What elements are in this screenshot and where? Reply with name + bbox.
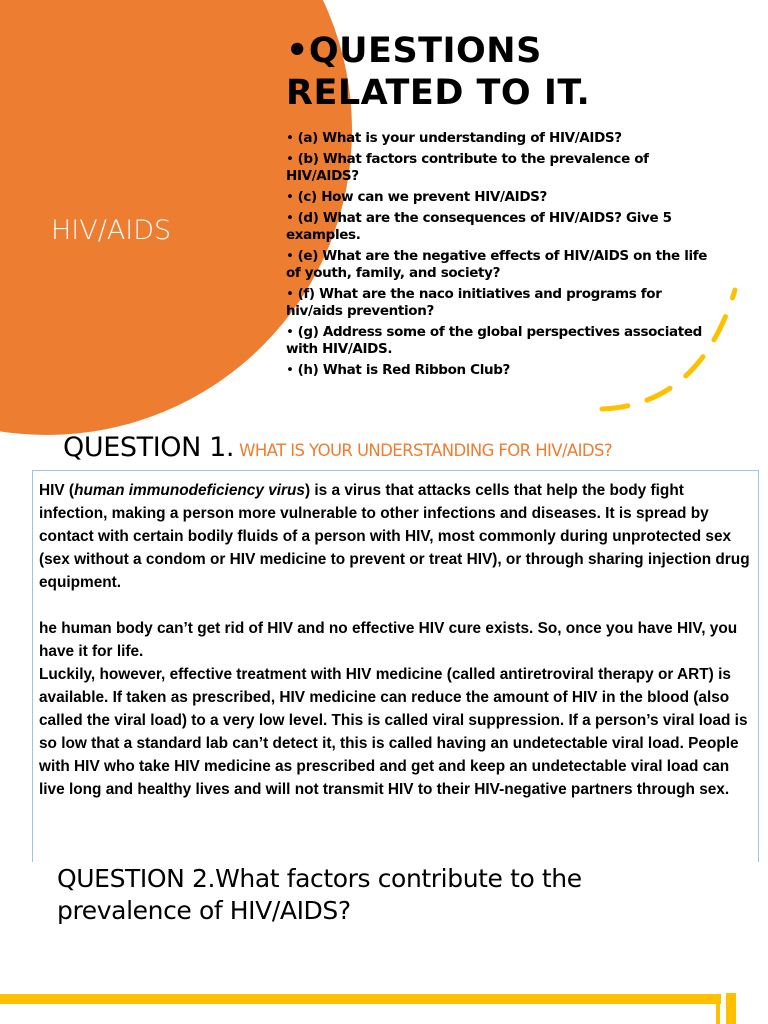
para1-prefix: HIV (: [39, 482, 75, 499]
answer-paragraph-3: Luckily, however, effective treatment with HIV medicine (called antiretroviral therapy or ART) is available. If taken as prescribed, HIV medicine can reduce the amount of HIV in the blood (also called the viral load) to a very low level. This is called viral suppression. If a person’s viral load is so low that a standard lab can’t detect it, this is called having an undetectable viral load. People with HIV who take HIV medicine as prescribed and get and keep an undetectable viral load can live long and healthy lives and will not transmit HIV to their HIV-negative partners through sex.: [39, 666, 748, 798]
heading-line-2: RELATED TO IT.: [286, 73, 591, 113]
question-item: • (e) What are the negative effects of HIV/AIDS on the life of youth, family, and society?: [286, 248, 711, 282]
question-item: • (h) What is Red Ribbon Club?: [286, 362, 711, 379]
question-1-heading: [63, 432, 612, 463]
question-item: • (a) What is your understanding of HIV/AIDS?: [286, 130, 711, 147]
question-2-heading: QUESTION 2.What factors contribute to the prevalence of HIV/AIDS?: [57, 864, 582, 925]
question-item: • (c) How can we prevent HIV/AIDS?: [286, 189, 711, 206]
answer-paragraph-1: [39, 479, 752, 594]
answer-text-box: [32, 470, 759, 862]
slide-heading: [286, 30, 746, 114]
question-1-label: QUESTION 1.: [63, 432, 235, 463]
circle-title: HIV/AIDS: [51, 215, 172, 246]
bottom-accent-vertical: [726, 993, 736, 1024]
question-item: • (g) Address some of the global perspectives associated with HIV/AIDS.: [286, 324, 711, 358]
heading-line-1: •QUESTIONS: [286, 31, 542, 71]
question-item: • (b) What factors contribute to the prevalence of HIV/AIDS?: [286, 151, 711, 185]
answer-paragraph-2: he human body can’t get rid of HIV and no effective HIV cure exists. So, once you have HIV, you have it for life.: [39, 620, 738, 660]
question-item: • (d) What are the consequences of HIV/AIDS? Give 5 examples.: [286, 210, 711, 244]
question-item: • (f) What are the naco initiatives and programs for hiv/aids prevention?: [286, 286, 711, 320]
bottom-accent-vertical-thin: [716, 1004, 720, 1024]
para1-rest: ) is a virus that attacks cells that help the body fight infection, making a person more vulnerable to other infections and diseases. It is spread by contact with certain bodily fluids of a person with HIV, most commonly during unprotected sex (sex without a condom or HIV medicine to prevent or treat HIV), or through sharing injection drug equipment.: [39, 482, 750, 591]
para1-italic: human immunodeficiency virus: [74, 482, 305, 499]
bottom-accent-bar: [0, 994, 721, 1004]
decorative-dashed-arc: [590, 285, 750, 425]
question-1-subtitle: WHAT IS YOUR UNDERSTANDING FOR HIV/AIDS?: [239, 441, 613, 460]
